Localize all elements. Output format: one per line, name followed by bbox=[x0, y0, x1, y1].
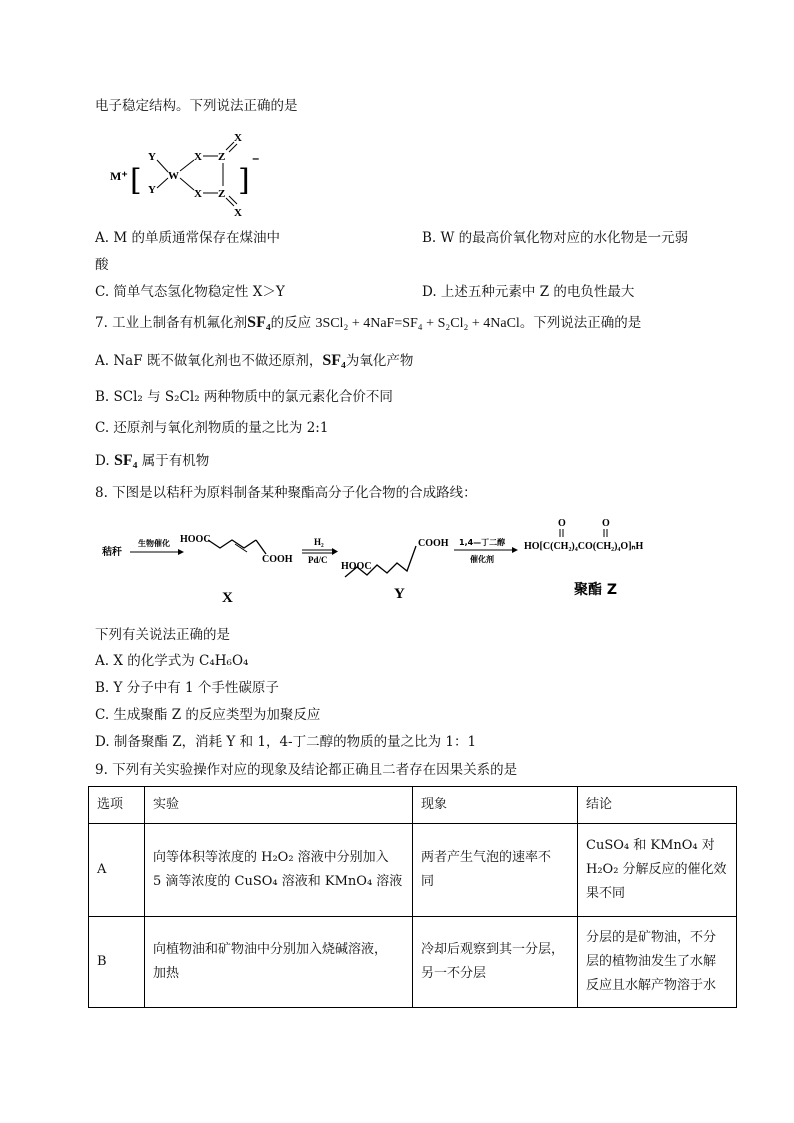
q7-prefix: 7. 工业上制备有机氟化剂 bbox=[95, 315, 248, 331]
row-a-experiment-line-1: 向等体积等浓度的 H₂O₂ 溶液中分别加入 bbox=[153, 850, 389, 865]
struct-right-bracket: ] bbox=[238, 163, 250, 198]
row-a-conclusion-line-3: 果不同 bbox=[586, 886, 626, 901]
struct-y-top: Y bbox=[148, 151, 156, 163]
header-conclusion: 结论 bbox=[578, 787, 737, 824]
route-cat2: 催化剂 bbox=[470, 555, 494, 564]
header-phenomenon: 现象 bbox=[413, 787, 578, 824]
q6-stem: 电子稳定结构。下列说法正确的是 bbox=[95, 98, 298, 114]
row-a-experiment bbox=[145, 824, 413, 917]
header-experiment: 实验 bbox=[145, 787, 413, 824]
q7-option-d bbox=[95, 452, 209, 470]
struct-left-bracket: [ bbox=[130, 163, 142, 198]
q7-option-d-sf4: SF₄ bbox=[113, 452, 138, 469]
route-start: 秸秆 bbox=[102, 547, 122, 558]
z-o-2: O bbox=[602, 518, 610, 529]
row-b-conclusion-line-3: 反应且水解产物溶于水 bbox=[586, 978, 717, 993]
q7-stem bbox=[95, 314, 641, 333]
row-b-conclusion-line-2: 层的植物油发生了水解 bbox=[586, 954, 717, 969]
row-b-experiment bbox=[145, 917, 413, 1008]
q7-option-a-text: A. NaF 既不做氧化剂也不做还原剂， bbox=[95, 353, 323, 369]
q7-option-a-sf4: SF₄ bbox=[322, 352, 346, 369]
table-row bbox=[89, 917, 737, 1008]
route-arrowhead-1 bbox=[178, 549, 184, 555]
label-y: Y bbox=[394, 586, 405, 602]
x-bottom-group: COOH bbox=[262, 554, 293, 565]
row-b-conclusion-line-1: 分层的是矿物油，不分 bbox=[586, 930, 717, 945]
row-a-conclusion bbox=[578, 824, 737, 917]
q9-options-table bbox=[88, 786, 737, 1008]
q6-option-c: C. 简单气态氢化物稳定性 X＞Y bbox=[95, 284, 285, 300]
q6-option-b: B. W 的最高价氧化物对应的水化物是一元弱 bbox=[422, 230, 689, 246]
struct-charge: ⁻ bbox=[252, 155, 260, 170]
row-b-phenomenon-line-1: 冷却后观察到其一分层， bbox=[421, 942, 565, 957]
struct-x-bottom: X bbox=[194, 188, 202, 200]
x-chain-end bbox=[256, 540, 266, 554]
struct-w: W bbox=[168, 170, 179, 182]
y-top-group: COOH bbox=[418, 538, 449, 549]
route-h2: H₂ bbox=[314, 537, 324, 547]
q8-option-c: C. 生成聚酯 Z 的反应类型为加聚反应 bbox=[95, 707, 321, 723]
label-x: X bbox=[222, 590, 233, 606]
q7-suffix: 。下列说法正确的是 bbox=[519, 315, 642, 331]
q6-option-a-wrap: 酸 bbox=[95, 257, 109, 273]
q7-option-d-post: 属于有机物 bbox=[137, 453, 210, 469]
row-b-conclusion bbox=[578, 917, 737, 1008]
q8-subquestion: 下列有关说法正确的是 bbox=[95, 627, 230, 643]
struct-x-upper: X bbox=[234, 132, 242, 144]
label-z: 聚酯 Z bbox=[574, 582, 618, 598]
q6-option-d: D. 上述五种元素中 Z 的电负性最大 bbox=[422, 284, 635, 300]
q8-option-a: A. X 的化学式为 C₄H₆O₄ bbox=[95, 653, 249, 669]
row-b-phenomenon bbox=[413, 917, 578, 1008]
row-a-phenomenon-line-2: 同 bbox=[421, 874, 435, 889]
bond-y-w-bottom bbox=[157, 178, 168, 188]
route-arrowhead-3 bbox=[512, 547, 518, 553]
x-top-group: HOOC bbox=[180, 534, 211, 545]
q8-option-d: D. 制备聚酯 Z，消耗 Y 和 1，4-丁二醇的物质的量之比为 1：1 bbox=[95, 734, 477, 750]
route-cat1: 生物催化 bbox=[138, 539, 170, 548]
q7-option-a-post: 为氧化产物 bbox=[345, 353, 414, 369]
struct-y-bottom: Y bbox=[148, 184, 156, 196]
bond-w-x-top bbox=[180, 160, 194, 171]
row-a-experiment-line-2: 5 滴等浓度的 CuSO₄ 溶液和 KMnO₄ 溶液 bbox=[153, 874, 403, 889]
struct-x-top: X bbox=[194, 151, 202, 163]
q8-synthesis-route-diagram bbox=[100, 512, 710, 607]
q7-option-a bbox=[95, 352, 413, 370]
q7-equation: 3SCl₂ + 4NaF=SF₄ + S₂Cl₂ + 4NaCl bbox=[315, 316, 520, 331]
q6-option-a: A. M 的单质通常保存在煤油中 bbox=[95, 230, 280, 246]
header-option: 选项 bbox=[89, 787, 145, 824]
q7-option-b: B. SCl₂ 与 S₂Cl₂ 两种物质中的氯元素化合价不同 bbox=[95, 389, 393, 405]
q7-sf4: SF₄ bbox=[247, 314, 271, 331]
row-a-conclusion-line-1: CuSO₄ 和 KMnO₄ 对 bbox=[586, 838, 715, 853]
row-a-phenomenon bbox=[413, 824, 578, 917]
route-pdc: Pd/C bbox=[308, 555, 328, 565]
q8-option-b: B. Y 分子中有 1 个手性碳原子 bbox=[95, 680, 279, 696]
struct-z-bottom: Z bbox=[218, 188, 226, 200]
q7-mid: 的反应 bbox=[270, 315, 312, 331]
row-a-conclusion-line-2: H₂O₂ 分解反应的催化效 bbox=[586, 862, 727, 877]
q7-option-c: C. 还原剂与氧化剂物质的量之比为 2:1 bbox=[95, 420, 329, 436]
z-polymer: HO[C(CH₂)₄CO(CH₂)₄O]ₙH bbox=[524, 541, 644, 552]
x-double-bond bbox=[235, 544, 247, 552]
row-a-phenomenon-line-1: 两者产生气泡的速率不 bbox=[421, 850, 552, 865]
row-b-experiment-line-1: 向植物油和矿物油中分别加入烧碱溶液， bbox=[153, 942, 388, 957]
struct-x-lower: X bbox=[234, 207, 242, 219]
route-arrowhead-2 bbox=[332, 548, 338, 555]
q9-stem: 9. 下列有关实验操作对应的现象及结论都正确且二者存在因果关系的是 bbox=[95, 762, 518, 778]
bond-w-x-bottom bbox=[180, 178, 194, 190]
row-b-experiment-line-2: 加热 bbox=[153, 966, 180, 981]
x-chain bbox=[208, 540, 256, 548]
q7-option-d-text: D. bbox=[95, 453, 114, 469]
row-b-phenomenon-line-2: 另一不分层 bbox=[421, 966, 487, 981]
q8-stem: 8. 下图是以秸秆为原料制备某种聚酯高分子化合物的合成路线： bbox=[95, 485, 477, 501]
route-reagent: 1,4—丁二醇 bbox=[459, 538, 506, 547]
table-header-row bbox=[89, 787, 737, 824]
table-row bbox=[89, 824, 737, 917]
bond-y-w-top bbox=[157, 160, 168, 172]
z-o-1: O bbox=[558, 518, 566, 529]
row-a-option: A bbox=[89, 824, 145, 917]
y-bottom-group: HOOC bbox=[341, 561, 372, 572]
struct-z-top: Z bbox=[218, 151, 226, 163]
row-b-option: B bbox=[89, 917, 145, 1008]
struct-m: M⁺ bbox=[110, 169, 128, 183]
q6-structure-diagram bbox=[108, 130, 278, 225]
